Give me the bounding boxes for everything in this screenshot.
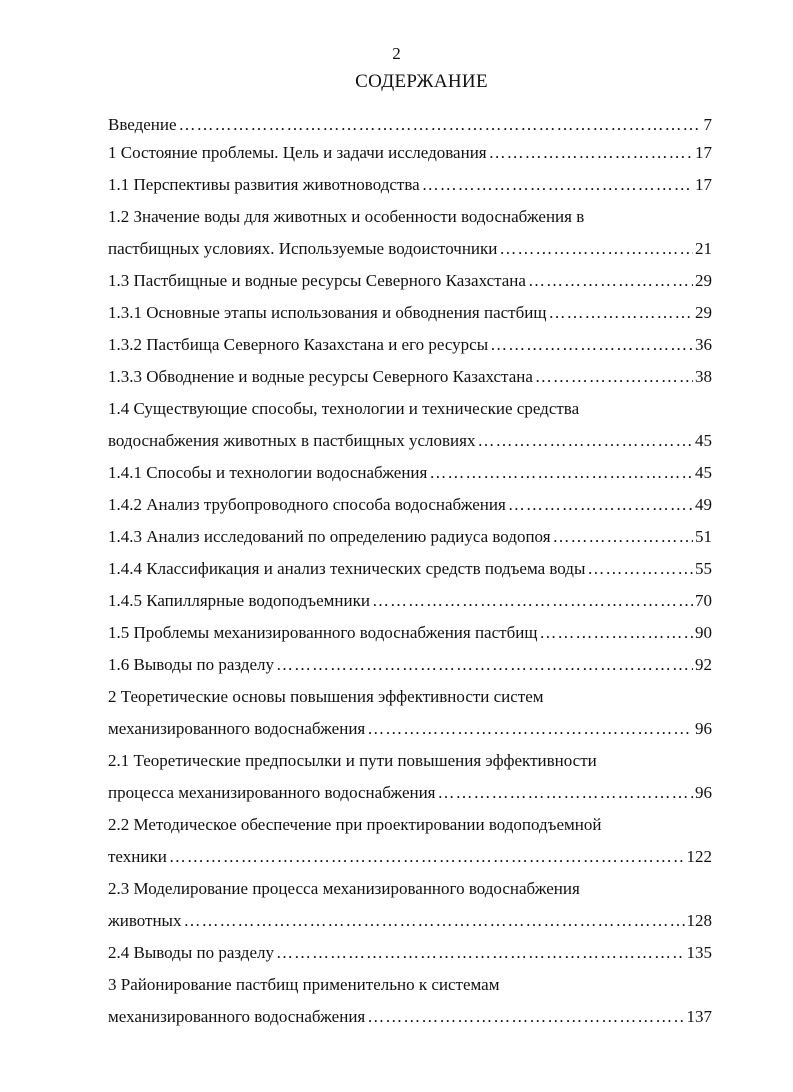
- toc-entry-1-4-3[interactable]: [108, 521, 712, 553]
- toc-entry-title: 1.4.1 Способы и технологии водоснабжения: [108, 463, 428, 482]
- toc-entry-page: 21: [695, 239, 712, 258]
- toc-entry-1-3-1[interactable]: [108, 297, 712, 329]
- toc-entry-page: 38: [695, 367, 712, 386]
- toc-entry-page: 29: [695, 271, 712, 290]
- toc-entry-1-1[interactable]: [108, 169, 712, 201]
- toc-entry-title-cont: техники: [108, 847, 167, 866]
- toc-entry-1-3-2[interactable]: [108, 329, 712, 361]
- toc-entry-title: 1.1 Перспективы развития животноводства: [108, 175, 420, 194]
- toc-entry-page: 45: [695, 463, 712, 482]
- toc-entry-1-2-cont[interactable]: [108, 233, 712, 265]
- toc-entry-2-1-cont[interactable]: [108, 777, 712, 809]
- toc-leader: [169, 841, 685, 873]
- toc-entry-title: 2.4 Выводы по разделу: [108, 943, 274, 962]
- toc-entry-title-cont: водоснабжения животных в пастбищных условиях: [108, 431, 476, 450]
- toc-entry-2[interactable]: [108, 681, 712, 713]
- toc-entry-title: 1.4.5 Капиллярные водоподъемники: [108, 591, 370, 610]
- toc-entry-title: 2.3 Моделирование процесса механизированного водоснабжения: [108, 879, 580, 898]
- toc-entry-1-4-4[interactable]: [108, 553, 712, 585]
- toc-entry-title: 1.4 Существующие способы, технологии и технические средства: [108, 399, 580, 418]
- toc-entry-2-4[interactable]: [108, 937, 712, 969]
- toc-entry-title: 2.2 Методическое обеспечение при проектировании водоподъемной: [108, 815, 602, 834]
- toc-entry-title-cont: механизированного водоснабжения: [108, 719, 366, 738]
- toc-leader: [276, 649, 693, 681]
- toc-entry-3[interactable]: [108, 969, 712, 1001]
- toc-entry-page: 17: [695, 143, 712, 162]
- toc-leader: [553, 521, 693, 553]
- toc-entry-page: 96: [695, 719, 712, 738]
- toc-entry-page: 137: [686, 1007, 712, 1026]
- toc-entry-page: 45: [695, 431, 712, 450]
- toc-entry-introduction[interactable]: [108, 113, 712, 137]
- toc-entry-title-cont: механизированного водоснабжения: [108, 1007, 366, 1026]
- toc-entry-title: 1.3.3 Обводнение и водные ресурсы Северного Казахстана: [108, 367, 533, 386]
- toc-entry-title: Введение: [108, 115, 177, 134]
- toc-entry-2-cont[interactable]: [108, 713, 712, 745]
- toc-entry-page: 92: [695, 655, 712, 674]
- toc-entry-1-4-cont[interactable]: [108, 425, 712, 457]
- table-of-contents: [108, 113, 712, 1033]
- toc-entry-title: 1.3 Пастбищные и водные ресурсы Северного Казахстана: [108, 271, 526, 290]
- toc-entry-1-3[interactable]: [108, 265, 712, 297]
- toc-leader: [367, 713, 693, 745]
- toc-entry-title-cont: процесса механизированного водоснабжения: [108, 783, 436, 802]
- toc-entry-title: 1.3.1 Основные этапы использования и обводнения пастбищ: [108, 303, 547, 322]
- toc-entry-1-4-2[interactable]: [108, 489, 712, 521]
- toc-entry-title: 1.4.3 Анализ исследований по определению радиуса водопоя: [108, 527, 551, 546]
- toc-entry-page: 135: [686, 943, 712, 962]
- toc-entry-2-3[interactable]: [108, 873, 712, 905]
- toc-entry-title: 1 Состояние проблемы. Цель и задачи исследования: [108, 143, 487, 162]
- toc-leader: [528, 265, 693, 297]
- toc-leader: [539, 617, 693, 649]
- toc-entry-1-4[interactable]: [108, 393, 712, 425]
- toc-entry-page: 49: [695, 495, 712, 514]
- toc-leader: [438, 777, 694, 809]
- toc-leader: [183, 905, 684, 937]
- toc-entry-title: 2.1 Теоретические предпосылки и пути повышения эффективности: [108, 751, 597, 770]
- toc-leader: [367, 1001, 684, 1033]
- toc-leader: [422, 169, 693, 201]
- toc-entry-1-5[interactable]: [108, 617, 712, 649]
- toc-entry-title: 2 Теоретические основы повышения эффективности систем: [108, 687, 544, 706]
- toc-leader: [499, 233, 693, 265]
- toc-entry-title: 1.4.4 Классификация и анализ технических средств подъема воды: [108, 559, 586, 578]
- toc-entry-2-2[interactable]: [108, 809, 712, 841]
- toc-entry-page: 36: [695, 335, 712, 354]
- toc-entry-title: 1.2 Значение воды для животных и особенности водоснабжения в: [108, 207, 585, 226]
- toc-leader: [535, 361, 693, 393]
- toc-entry-page: 51: [695, 527, 712, 546]
- toc-entry-page: 128: [686, 911, 712, 930]
- toc-leader: [587, 553, 693, 585]
- toc-entry-2-3-cont[interactable]: [108, 905, 712, 937]
- toc-entry-title: 1.4.2 Анализ трубопроводного способа водоснабжения: [108, 495, 506, 514]
- toc-entry-title: 1.3.2 Пастбища Северного Казахстана и его ресурсы: [108, 335, 489, 354]
- toc-leader: [429, 457, 693, 489]
- page-title: СОДЕРЖАНИЕ: [355, 71, 488, 92]
- toc-entry-2-2-cont[interactable]: [108, 841, 712, 873]
- toc-entry-1-3-3[interactable]: [108, 361, 712, 393]
- page-number: 2: [392, 44, 401, 63]
- toc-entry-title-cont: пастбищных условиях. Используемые водоисточники: [108, 239, 498, 258]
- toc-entry-page: 7: [703, 115, 712, 134]
- toc-entry-title-cont: животных: [108, 911, 182, 930]
- toc-leader: [548, 297, 693, 329]
- toc-entry-title: 1.6 Выводы по разделу: [108, 655, 274, 674]
- toc-entry-2-1[interactable]: [108, 745, 712, 777]
- toc-leader: [490, 329, 693, 361]
- toc-entry-page: 29: [695, 303, 712, 322]
- toc-entry-1-4-1[interactable]: [108, 457, 712, 489]
- toc-entry-1[interactable]: [108, 137, 712, 169]
- toc-entry-3-cont[interactable]: [108, 1001, 712, 1033]
- toc-entry-title: 3 Районирование пастбищ применительно к системам: [108, 975, 500, 994]
- toc-entry-1-4-5[interactable]: [108, 585, 712, 617]
- toc-leader: [276, 937, 685, 969]
- toc-entry-page: 122: [686, 847, 712, 866]
- toc-entry-1-6[interactable]: [108, 649, 712, 681]
- toc-entry-page: 55: [695, 559, 712, 578]
- toc-entry-page: 96: [695, 783, 712, 802]
- toc-leader: [179, 113, 702, 137]
- toc-entry-1-2[interactable]: [108, 201, 712, 233]
- toc-entry-page: 17: [695, 175, 712, 194]
- toc-entry-title: 1.5 Проблемы механизированного водоснабжения пастбищ: [108, 623, 538, 642]
- toc-entry-page: 70: [695, 591, 712, 610]
- toc-leader: [489, 137, 693, 169]
- toc-leader: [372, 585, 693, 617]
- toc-leader: [477, 425, 693, 457]
- toc-leader: [508, 489, 693, 521]
- toc-entry-page: 90: [695, 623, 712, 642]
